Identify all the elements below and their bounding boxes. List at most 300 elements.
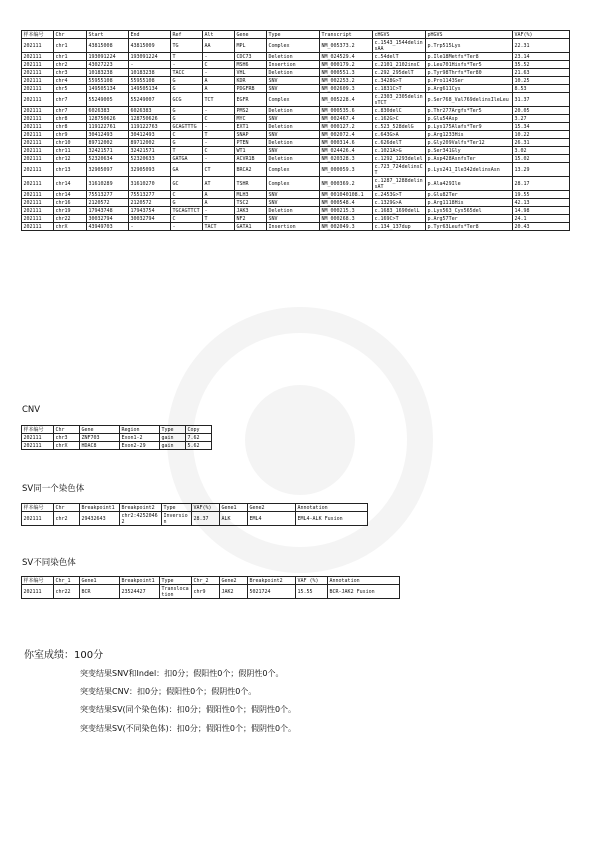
- table-cell: c.169C>T: [373, 215, 426, 223]
- table-cell: c.1021A>G: [373, 147, 426, 155]
- table-cell: 202111: [22, 147, 54, 155]
- table-cell: 52320633: [129, 155, 171, 163]
- table-cell: 32421571: [87, 147, 129, 155]
- table-cell: NM_002467.4: [320, 115, 373, 123]
- table-cell: p.Leu701Hisfs*Ter5: [426, 61, 513, 69]
- column-header: Gene1: [220, 504, 248, 512]
- table-cell: TACT: [203, 223, 235, 231]
- column-header: Gene2: [220, 577, 248, 585]
- table-cell: chr10: [54, 139, 87, 147]
- table-cell: chr7: [54, 93, 87, 107]
- table-row: [22, 139, 570, 147]
- table-row: [22, 199, 570, 207]
- table-cell: c.1683_1690delL: [373, 207, 426, 215]
- table-cell: p.Ile18Metfs*Ter8: [426, 53, 513, 61]
- table-cell: 17943754: [129, 207, 171, 215]
- table-cell: 55955108: [87, 77, 129, 85]
- table-cell: NM_005228.4: [320, 93, 373, 107]
- table-cell: p.Lys241_Ile342delinsAsn: [426, 163, 513, 177]
- table-cell: 15.34: [513, 123, 570, 131]
- table-cell: chr2:42520462: [120, 512, 162, 526]
- table-cell: BCR: [80, 585, 120, 599]
- table-cell: TSHR: [235, 177, 267, 191]
- table-cell: chr5: [54, 85, 87, 93]
- table-cell: p.Ser341Gly: [426, 147, 513, 155]
- table-cell: NM_020328.3: [320, 155, 373, 163]
- table-cell: Complex: [267, 177, 320, 191]
- table-cell: 32421571: [129, 147, 171, 155]
- table-cell: 43949703: [87, 223, 129, 231]
- table-cell: p.Arg611Cys: [426, 85, 513, 93]
- table-row: [22, 93, 570, 107]
- table-cell: 55249005: [87, 93, 129, 107]
- table-cell: p.Gly209Valfs*Ter12: [426, 139, 513, 147]
- column-header: Chr: [54, 504, 80, 512]
- table-cell: -: [203, 207, 235, 215]
- table-cell: p.Pro1143Ser: [426, 77, 513, 85]
- table-cell: c.523_528delG: [373, 123, 426, 131]
- table-cell: 128750626: [87, 115, 129, 123]
- table-cell: 22.31: [513, 39, 570, 53]
- column-header: Gene: [80, 426, 120, 434]
- column-header: End: [129, 31, 171, 39]
- table-cell: p.Tyr63Leufs*Ter8: [426, 223, 513, 231]
- table-row: [22, 191, 570, 199]
- table-cell: GC: [171, 177, 203, 191]
- table-cell: chr2: [54, 61, 87, 69]
- column-header: Breakpoint1: [120, 577, 160, 585]
- cnv-table: [21, 425, 212, 450]
- table-cell: 31610270: [129, 177, 171, 191]
- table-cell: c.134_137dup: [373, 223, 426, 231]
- table-cell: MSH6: [235, 61, 267, 69]
- table-cell: 30032794: [129, 215, 171, 223]
- table-cell: 202111: [22, 39, 54, 53]
- table-cell: 202111: [22, 123, 54, 131]
- table-cell: 75513277: [129, 191, 171, 199]
- table-cell: JAK2: [220, 585, 248, 599]
- table-cell: chr9: [192, 585, 220, 599]
- table-cell: -: [203, 123, 235, 131]
- table-cell: MYC: [235, 115, 267, 123]
- table-row: [22, 434, 212, 442]
- table-cell: p.Arg57Ter: [426, 215, 513, 223]
- table-cell: chr14: [54, 191, 87, 199]
- result-line-snv-indel: 突变结果SNV和Indel：扣0分；假阳性0个；假阴性0个。: [80, 669, 284, 678]
- table-row: [22, 115, 570, 123]
- table-row: [22, 442, 212, 450]
- table-cell: G: [171, 139, 203, 147]
- table-row: [22, 215, 570, 223]
- table-header-row: [22, 31, 570, 39]
- table-cell: c.2101_2102insC: [373, 61, 426, 69]
- table-cell: Complex: [267, 163, 320, 177]
- table-cell: chr8: [54, 115, 87, 123]
- table-header-row: [22, 577, 400, 585]
- table-cell: 149505134: [87, 85, 129, 93]
- table-cell: PTEN: [235, 139, 267, 147]
- table-cell: 55249007: [129, 93, 171, 107]
- table-cell: 55955108: [129, 77, 171, 85]
- table-cell: chrX: [54, 223, 87, 231]
- table-cell: 32905097: [87, 163, 129, 177]
- column-header: Annotation: [296, 504, 368, 512]
- table-cell: p.Lys563_Cys565del: [426, 207, 513, 215]
- table-cell: CT: [203, 163, 235, 177]
- table-cell: NM_000127.2: [320, 123, 373, 131]
- table-cell: p.Ser768_Val769delinsIleLeu: [426, 93, 513, 107]
- table-cell: Deletion: [267, 53, 320, 61]
- table-cell: C: [203, 147, 235, 155]
- column-header: Chr: [54, 426, 80, 434]
- table-cell: c.2453G>T: [373, 191, 426, 199]
- table-row: [22, 512, 368, 526]
- table-cell: chr19: [54, 207, 87, 215]
- column-header: 样本编号: [22, 504, 54, 512]
- column-header: Chr_1: [54, 577, 80, 585]
- table-cell: 202111: [22, 131, 54, 139]
- table-cell: 202111: [22, 69, 54, 77]
- table-cell: Inversion: [162, 512, 192, 526]
- column-header: VAF(%): [513, 31, 570, 39]
- table-cell: 30412493: [129, 131, 171, 139]
- cnv-section-title: CNV: [22, 405, 41, 415]
- column-header: Type: [267, 31, 320, 39]
- table-cell: 13.29: [513, 163, 570, 177]
- table-cell: MLH3: [235, 191, 267, 199]
- table-cell: NM_001040108.1: [320, 191, 373, 199]
- table-row: [22, 69, 570, 77]
- table-cell: 193091224: [87, 53, 129, 61]
- table-cell: 43027223: [87, 61, 129, 69]
- table-cell: p.Glu82Ter: [426, 191, 513, 199]
- table-cell: 26.31: [513, 139, 570, 147]
- sv-different-chromosome-table: [21, 576, 400, 599]
- table-cell: PMS2: [235, 107, 267, 115]
- result-line-sv-diff: 突变结果SV(不同染色体)：扣0分；假阳性0个；假阴性0个。: [80, 724, 297, 733]
- table-cell: c.626delT: [373, 139, 426, 147]
- table-cell: NM_000548.4: [320, 199, 373, 207]
- table-cell: gain: [160, 434, 186, 442]
- result-line-sv-same: 突变结果SV(同个染色体)：扣0分；假阳性0个；假阴性0个。: [80, 705, 297, 714]
- table-cell: 202111: [22, 177, 54, 191]
- table-row: [22, 53, 570, 61]
- table-cell: c.162G>C: [373, 115, 426, 123]
- table-row: [22, 85, 570, 93]
- table-cell: -: [171, 223, 203, 231]
- table-cell: c.1329G>A: [373, 199, 426, 207]
- table-cell: TACC: [171, 69, 203, 77]
- table-cell: chr4: [54, 77, 87, 85]
- table-cell: 32905093: [129, 163, 171, 177]
- table-cell: c.1292_1293delel: [373, 155, 426, 163]
- table-cell: 202111: [22, 85, 54, 93]
- table-cell: c.830delC: [373, 107, 426, 115]
- table-cell: JAK3: [235, 207, 267, 215]
- table-cell: SNV: [267, 131, 320, 139]
- table-cell: NM_024426.4: [320, 147, 373, 155]
- table-cell: 23.14: [513, 53, 570, 61]
- table-cell: A: [203, 191, 235, 199]
- table-cell: NM_000179.2: [320, 61, 373, 69]
- table-row: [22, 107, 570, 115]
- table-cell: 20.05: [513, 107, 570, 115]
- score-title: 你室成绩：100分: [24, 650, 104, 661]
- column-header: Gene: [235, 31, 267, 39]
- table-cell: 6026383: [129, 107, 171, 115]
- table-cell: chr22: [54, 215, 87, 223]
- table-cell: G: [171, 107, 203, 115]
- table-cell: NM_002072.4: [320, 131, 373, 139]
- column-header: Type: [160, 426, 186, 434]
- table-cell: A: [203, 199, 235, 207]
- table-cell: SNV: [267, 199, 320, 207]
- column-header: Chr: [54, 31, 87, 39]
- table-cell: 89712002: [87, 139, 129, 147]
- table-cell: 75513277: [87, 191, 129, 199]
- column-header: Copy: [186, 426, 212, 434]
- table-cell: G: [171, 77, 203, 85]
- table-cell: c.1831C>T: [373, 85, 426, 93]
- table-cell: p.Arg1233His: [426, 131, 513, 139]
- table-cell: -: [129, 223, 171, 231]
- column-header: VAF (%): [296, 577, 328, 585]
- column-header: Breakpoint2: [120, 504, 162, 512]
- table-row: [22, 585, 400, 599]
- table-cell: -: [129, 61, 171, 69]
- table-cell: 202111: [22, 585, 54, 599]
- table-cell: 10.22: [513, 131, 570, 139]
- sv-same-chromosome-title: SV同一个染色体: [22, 484, 85, 494]
- table-cell: ALK: [220, 512, 248, 526]
- column-header: 样本编号: [22, 31, 54, 39]
- table-cell: T: [171, 53, 203, 61]
- snv-indel-table: [21, 30, 570, 231]
- table-cell: 3.27: [513, 115, 570, 123]
- table-cell: c.643G>A: [373, 131, 426, 139]
- table-cell: 202111: [22, 61, 54, 69]
- table-cell: chr9: [54, 131, 87, 139]
- table-cell: 202111: [22, 115, 54, 123]
- table-cell: Translocation: [160, 585, 192, 599]
- table-cell: Deletion: [267, 207, 320, 215]
- table-cell: NM_024529.4: [320, 53, 373, 61]
- sv-different-chromosome-title: SV不同染色体: [22, 558, 76, 568]
- column-header: Chr_2: [192, 577, 220, 585]
- table-cell: Insertion: [267, 61, 320, 69]
- table-cell: 2120572: [87, 199, 129, 207]
- table-cell: EML4: [248, 512, 296, 526]
- column-header: Type: [160, 577, 192, 585]
- table-cell: EML4-ALK Fusion: [296, 512, 368, 526]
- column-header: cHGVS: [373, 31, 426, 39]
- table-cell: 5021724: [248, 585, 296, 599]
- table-row: [22, 155, 570, 163]
- table-cell: -: [203, 155, 235, 163]
- table-cell: SNV: [267, 115, 320, 123]
- table-cell: BCR-JAK2 Fusion: [328, 585, 400, 599]
- table-cell: -: [203, 107, 235, 115]
- table-row: [22, 123, 570, 131]
- table-cell: NM_000535.6: [320, 107, 373, 115]
- column-header: Transcript: [320, 31, 373, 39]
- table-cell: EGFR: [235, 93, 267, 107]
- table-row: [22, 39, 570, 53]
- table-cell: TCT: [203, 93, 235, 107]
- table-cell: Insertion: [267, 223, 320, 231]
- table-row: [22, 207, 570, 215]
- table-cell: Deletion: [267, 123, 320, 131]
- column-header: 样本编号: [22, 577, 54, 585]
- table-cell: PDGFRB: [235, 85, 267, 93]
- table-cell: NM_002049.3: [320, 223, 373, 231]
- table-cell: TGCAGTTCT: [171, 207, 203, 215]
- column-header: Gene1: [80, 577, 120, 585]
- column-header: VAF(%): [192, 504, 220, 512]
- table-cell: 30412493: [87, 131, 129, 139]
- table-cell: NM_005373.2: [320, 39, 373, 53]
- table-cell: SNV: [267, 215, 320, 223]
- table-cell: Deletion: [267, 139, 320, 147]
- table-cell: VHL: [235, 69, 267, 77]
- table-cell: p.Trp515Lys: [426, 39, 513, 53]
- table-cell: ACVR1B: [235, 155, 267, 163]
- table-row: [22, 131, 570, 139]
- table-cell: chr16: [54, 199, 87, 207]
- column-header: Annotation: [328, 577, 400, 585]
- table-cell: SNV: [267, 147, 320, 155]
- table-cell: ZNF703: [80, 434, 120, 442]
- table-cell: SNV: [267, 77, 320, 85]
- table-cell: Deletion: [267, 155, 320, 163]
- table-cell: NM_000059.3: [320, 163, 373, 177]
- table-cell: NM_000215.3: [320, 207, 373, 215]
- table-cell: AT: [203, 177, 235, 191]
- table-cell: -: [203, 139, 235, 147]
- table-cell: 202111: [22, 191, 54, 199]
- table-cell: chrX: [54, 442, 80, 450]
- table-cell: p.Arg1118His: [426, 199, 513, 207]
- table-cell: chr1: [54, 53, 87, 61]
- table-cell: SNV: [267, 85, 320, 93]
- table-cell: 31.37: [513, 93, 570, 107]
- column-header: Type: [162, 504, 192, 512]
- table-cell: 149505134: [129, 85, 171, 93]
- table-cell: 202111: [22, 139, 54, 147]
- table-cell: c.2303_2305delinsTCT: [373, 93, 426, 107]
- table-cell: p.Glu54Asp: [426, 115, 513, 123]
- table-cell: Exon1-2: [120, 434, 160, 442]
- table-cell: c.1543_1544delinsAA: [373, 39, 426, 53]
- table-cell: TG: [171, 39, 203, 53]
- table-cell: chr8: [54, 123, 87, 131]
- table-header-row: [22, 426, 212, 434]
- table-row: [22, 147, 570, 155]
- table-cell: NM_000551.3: [320, 69, 373, 77]
- table-cell: EXT1: [235, 123, 267, 131]
- table-cell: C: [203, 61, 235, 69]
- table-cell: c.3428G>T: [373, 77, 426, 85]
- table-cell: A: [203, 77, 235, 85]
- table-cell: G: [171, 85, 203, 93]
- column-header: Start: [87, 31, 129, 39]
- table-cell: 202111: [22, 215, 54, 223]
- table-cell: chr12: [54, 155, 87, 163]
- table-cell: chr14: [54, 177, 87, 191]
- column-header: Breakpoint2: [248, 577, 296, 585]
- table-cell: 17943748: [87, 207, 129, 215]
- table-cell: A: [203, 85, 235, 93]
- table-cell: GATGA: [171, 155, 203, 163]
- table-cell: chr3: [54, 69, 87, 77]
- table-cell: SNAP: [235, 131, 267, 139]
- table-cell: NM_002253.2: [320, 77, 373, 85]
- table-cell: -: [171, 61, 203, 69]
- table-cell: 23524427: [120, 585, 160, 599]
- table-cell: c.723_724delinsCT: [373, 163, 426, 177]
- table-cell: 15.02: [513, 155, 570, 163]
- table-cell: WT1: [235, 147, 267, 155]
- table-cell: c.1287_1288delinsAT: [373, 177, 426, 191]
- table-cell: chr22: [54, 585, 80, 599]
- table-cell: 202111: [22, 155, 54, 163]
- table-cell: 193091224: [129, 53, 171, 61]
- table-cell: p.Ala429Ile: [426, 177, 513, 191]
- table-cell: C: [171, 191, 203, 199]
- table-cell: 128750626: [129, 115, 171, 123]
- table-cell: C: [203, 115, 235, 123]
- table-cell: GA: [171, 163, 203, 177]
- table-cell: Exon2-29: [120, 442, 160, 450]
- table-cell: p.Tyr98Thrfs*Ter80: [426, 69, 513, 77]
- table-cell: 7.62: [186, 434, 212, 442]
- table-cell: NM_000369.2: [320, 177, 373, 191]
- table-cell: GCG: [171, 93, 203, 107]
- table-cell: c.54delT: [373, 53, 426, 61]
- table-cell: 202111: [22, 199, 54, 207]
- column-header: pHGVS: [426, 31, 513, 39]
- table-cell: 29432643: [80, 512, 120, 526]
- table-cell: c.292_295delT: [373, 69, 426, 77]
- table-cell: p.Asp428AsnfsTer: [426, 155, 513, 163]
- table-cell: 20.43: [513, 223, 570, 231]
- table-cell: 202111: [22, 107, 54, 115]
- column-header: Ref: [171, 31, 203, 39]
- sv-same-chromosome-table: [21, 503, 368, 526]
- table-cell: 202111: [22, 512, 54, 526]
- table-cell: 5.62: [186, 442, 212, 450]
- table-cell: Complex: [267, 39, 320, 53]
- table-cell: chr2: [54, 512, 80, 526]
- table-cell: 15.55: [296, 585, 328, 599]
- table-cell: MPL: [235, 39, 267, 53]
- table-row: [22, 177, 570, 191]
- table-cell: 43815008: [87, 39, 129, 53]
- table-cell: 202111: [22, 163, 54, 177]
- table-cell: chr3: [54, 434, 80, 442]
- table-cell: chr7: [54, 107, 87, 115]
- table-cell: CDC73: [235, 53, 267, 61]
- table-cell: TSC2: [235, 199, 267, 207]
- table-cell: 202111: [22, 434, 54, 442]
- column-header: Breakpoint1: [80, 504, 120, 512]
- table-cell: 2120572: [129, 199, 171, 207]
- table-cell: 14.98: [513, 207, 570, 215]
- table-cell: NM_000314.6: [320, 139, 373, 147]
- table-cell: 10.25: [513, 77, 570, 85]
- table-header-row: [22, 504, 368, 512]
- table-cell: Deletion: [267, 69, 320, 77]
